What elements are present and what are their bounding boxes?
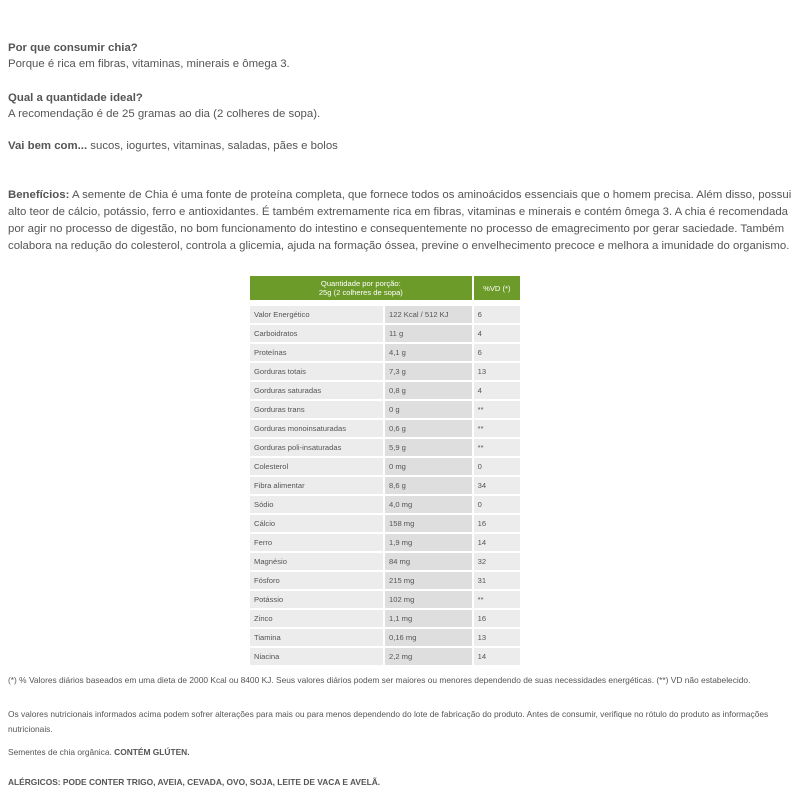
nutrient-quantity: 11 g: [385, 325, 472, 342]
nutrition-row: [250, 515, 520, 532]
nutrition-row: [250, 496, 520, 513]
allergen-warning: ALÉRGICOS: PODE CONTER TRIGO, AVEIA, CEVADA, OVO, SOJA, LEITE DE VACA E AVELÃ.: [8, 777, 381, 787]
nutrient-quantity: 4,1 g: [385, 344, 472, 361]
nutrition-row: [250, 306, 520, 323]
nutrient-vd: 6: [474, 344, 520, 361]
nutrient-quantity: 0,6 g: [385, 420, 472, 437]
nutrient-quantity: 102 mg: [385, 591, 472, 608]
nutrient-vd: 0: [474, 458, 520, 475]
nutrient-name: Valor Energético: [250, 306, 383, 323]
nutrient-vd: 34: [474, 477, 520, 494]
nutrition-table-header: [250, 276, 520, 300]
faq-question: Qual a quantidade ideal?: [8, 92, 143, 104]
faq-answer: A recomendação é de 25 gramas ao dia (2 colheres de sopa).: [8, 108, 321, 120]
nutrition-table: [248, 274, 522, 667]
faq-text: sucos, iogurtes, vitaminas, saladas, pães e bolos: [87, 140, 338, 152]
nutrient-quantity: 4,0 mg: [385, 496, 472, 513]
nutrition-row: [250, 553, 520, 570]
header-portion: [250, 276, 472, 300]
nutrition-row: [250, 591, 520, 608]
nutrient-quantity: 1,1 mg: [385, 610, 472, 627]
header-portion-line1: Quantidade por porção:: [320, 279, 401, 288]
nutrient-name: Gorduras saturadas: [250, 382, 383, 399]
nutrient-vd: **: [474, 420, 520, 437]
nutrient-quantity: 0 g: [385, 401, 472, 418]
faq-question: Por que consumir chia?: [8, 42, 138, 54]
nutrient-vd: 16: [474, 610, 520, 627]
organic-text: Sementes de chia orgânica.: [8, 747, 115, 757]
nutrient-vd: 4: [474, 382, 520, 399]
nutrition-row: [250, 458, 520, 475]
nutrient-quantity: 0 mg: [385, 458, 472, 475]
gluten-warning: CONTÉM GLÚTEN.: [114, 747, 190, 757]
faq-why: [8, 40, 792, 72]
benefits-text: A semente de Chia é uma fonte de proteína completa, que fornece todos os aminoácidos essenciais que o homem precisa. Além disso, possui alto teor de cálcio, potássio, ferro e antioxidantes. É também extremamente rica em fibras, vitaminas e minerais e contém ômega 3. A chia é recomendada por agir no processo de digestão, no bom funcionamento do intestino e consequentemente no processo de emagrecimento por gerar saciedade. Também colabora na redução do colesterol, controla a glicemia, ajuda na formação óssea, previne o envelhecimento precoce e melhora a imunidade do organismo.: [8, 189, 792, 252]
nutrient-quantity: 122 Kcal / 512 KJ: [385, 306, 472, 323]
header-portion-line2: 25g (2 colheres de sopa): [318, 288, 403, 297]
nutrient-name: Potássio: [250, 591, 383, 608]
nutrient-quantity: 0,16 mg: [385, 629, 472, 646]
nutrient-vd: **: [474, 591, 520, 608]
footnote-variation: Os valores nutricionais informados acima podem sofrer alterações para mais ou para menos dependendo do lote de fabricação do produto. Antes de consumir, verifique no rótulo do produto as informações nutricionais.: [8, 709, 769, 734]
nutrient-vd: 14: [474, 648, 520, 665]
header-vd: %VD (*): [474, 276, 520, 300]
nutrient-vd: 14: [474, 534, 520, 551]
nutrition-row: [250, 572, 520, 589]
nutrient-name: Ferro: [250, 534, 383, 551]
nutrition-row: [250, 325, 520, 342]
benefits-label: Benefícios:: [8, 189, 70, 201]
nutrient-name: Colesterol: [250, 458, 383, 475]
nutrient-vd: 6: [474, 306, 520, 323]
nutrient-vd: 0: [474, 496, 520, 513]
nutrient-name: Gorduras totais: [250, 363, 383, 380]
nutrient-name: Fibra alimentar: [250, 477, 383, 494]
nutrition-row: [250, 439, 520, 456]
nutrient-vd: 13: [474, 629, 520, 646]
nutrient-quantity: 2,2 mg: [385, 648, 472, 665]
nutrient-vd: **: [474, 439, 520, 456]
nutrient-name: Cálcio: [250, 515, 383, 532]
footnote-vd: (*) % Valores diários baseados em uma dieta de 2000 Kcal ou 8400 KJ. Seus valores diários podem ser maiores ou menores dependendo de suas necessidades energéticas. (**) VD não estabelecido.: [8, 675, 751, 685]
faq-label: Vai bem com...: [8, 140, 88, 152]
nutrition-row: [250, 629, 520, 646]
nutrient-name: Gorduras poli-insaturadas: [250, 439, 383, 456]
nutrient-vd: 4: [474, 325, 520, 342]
nutrient-quantity: 0,8 g: [385, 382, 472, 399]
nutrient-name: Gorduras trans: [250, 401, 383, 418]
faq-answer: Porque é rica em fibras, vitaminas, minerais e ômega 3.: [8, 58, 290, 70]
nutrient-vd: **: [474, 401, 520, 418]
nutrient-quantity: 158 mg: [385, 515, 472, 532]
nutrition-row: [250, 534, 520, 551]
nutrient-name: Magnésio: [250, 553, 383, 570]
nutrition-row: [250, 610, 520, 627]
nutrient-name: Carboidratos: [250, 325, 383, 342]
nutrition-row: [250, 477, 520, 494]
nutrient-quantity: 8,6 g: [385, 477, 472, 494]
nutrient-name: Tiamina: [250, 629, 383, 646]
benefits-paragraph: [8, 187, 792, 255]
nutrient-name: Zinco: [250, 610, 383, 627]
nutrient-quantity: 7,3 g: [385, 363, 472, 380]
nutrient-quantity: 84 mg: [385, 553, 472, 570]
faq-pairs-with: [8, 138, 792, 154]
nutrition-row: [250, 344, 520, 361]
nutrient-vd: 16: [474, 515, 520, 532]
nutrition-row: [250, 648, 520, 665]
organic-note: [8, 745, 792, 760]
nutrient-quantity: 5,9 g: [385, 439, 472, 456]
nutrient-vd: 31: [474, 572, 520, 589]
nutrient-name: Fósforo: [250, 572, 383, 589]
nutrient-quantity: 215 mg: [385, 572, 472, 589]
nutrient-name: Proteínas: [250, 344, 383, 361]
nutrient-quantity: 1,9 mg: [385, 534, 472, 551]
nutrition-table-body: [250, 302, 520, 665]
nutrition-row: [250, 363, 520, 380]
nutrient-vd: 13: [474, 363, 520, 380]
nutrient-name: Gorduras monoinsaturadas: [250, 420, 383, 437]
faq-quantity: [8, 90, 792, 122]
nutrient-name: Sódio: [250, 496, 383, 513]
nutrition-row: [250, 382, 520, 399]
nutrition-row: [250, 401, 520, 418]
nutrition-row: [250, 420, 520, 437]
nutrient-vd: 32: [474, 553, 520, 570]
nutrient-name: Niacina: [250, 648, 383, 665]
